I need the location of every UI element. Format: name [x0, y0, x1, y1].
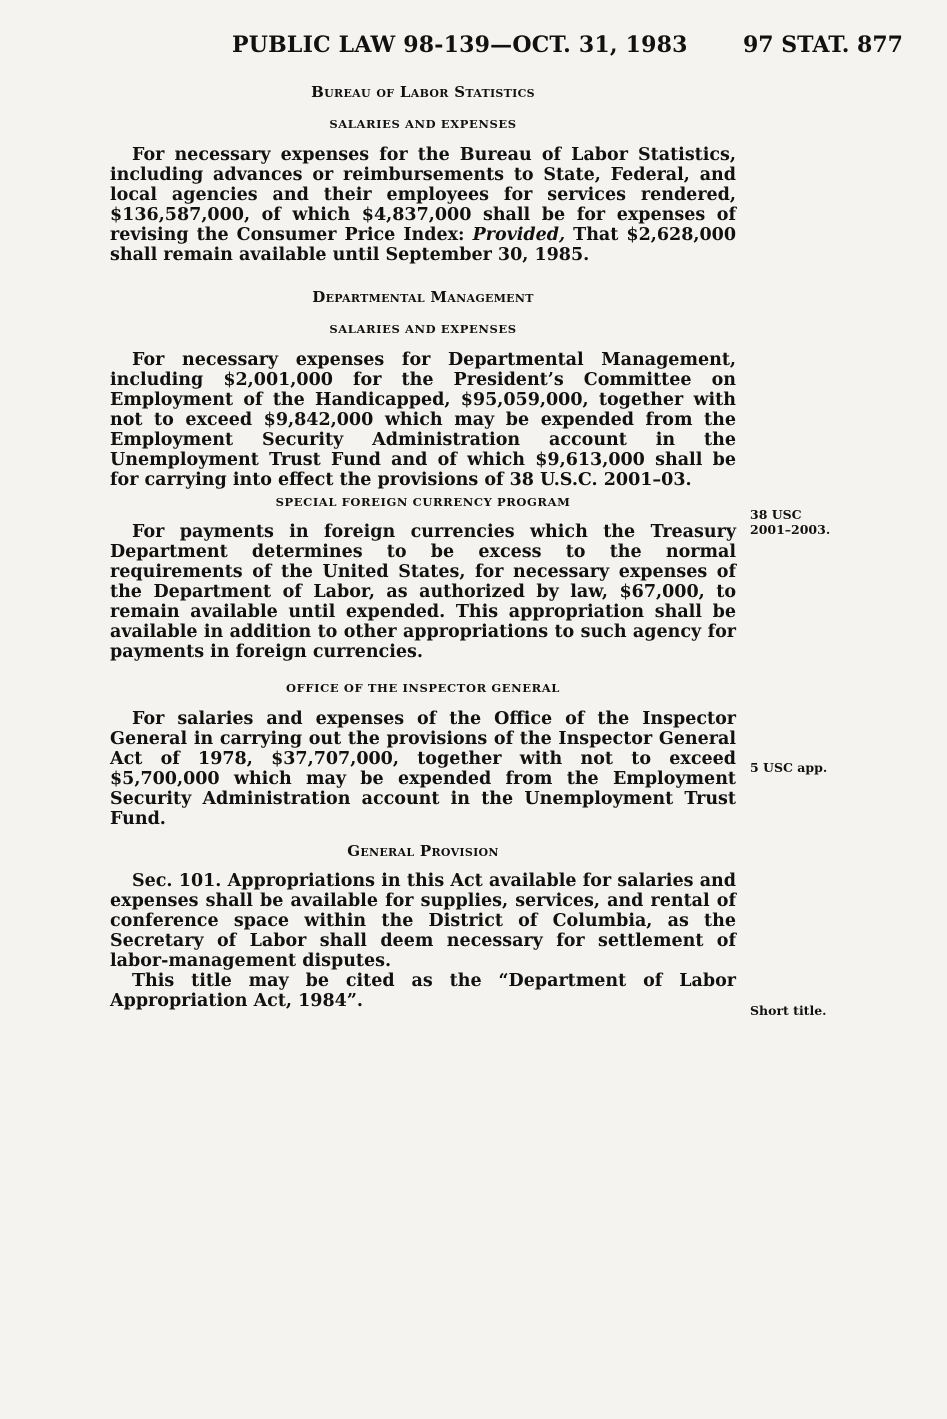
dm-heading: Departmental Management — [312, 288, 534, 306]
bls-subheading: SALARIES AND EXPENSES — [329, 117, 517, 131]
statute-page-number: 97 STAT. 877 — [743, 32, 903, 58]
short-title-paragraph: This title may be cited as the “Department of Labor Appropriation Act, 1984”. — [110, 971, 736, 1011]
margin-note-short-title: Short title. — [750, 1003, 827, 1018]
oig-heading: OFFICE OF THE INSPECTOR GENERAL — [286, 681, 560, 695]
bls-heading: Bureau of Labor Statistics — [311, 83, 535, 101]
gp-paragraph: Sec. 101. Appropriations in this Act available for salaries and expenses shall be available for supplies, services, and rental of conference space within the District of Columbia, as the Secretary of Labor shall deem necessary for settlement of labor-management disputes. — [110, 871, 736, 971]
gp-heading: General Provision — [347, 842, 499, 860]
dm-subheading: SALARIES AND EXPENSES — [329, 322, 517, 336]
margin-note-38-usc: 38 USC 2001–2003. — [750, 507, 831, 537]
dm-paragraph: For necessary expenses for Departmental Management, including $2,001,000 for the President’s Committee on Employment of the Handicapped, $95,059,000, together with not to exceed $9,842,000 which may be expended from the Employment Security Administration account in the Unemployment Trust Fund and of which $9,613,000 shall be for carrying into effect the provisions of 38 U.S.C. 2001–03. — [110, 350, 736, 490]
page-header — [0, 32, 947, 62]
oig-paragraph: For salaries and expenses of the Office of the Inspector General in carrying out the provisions of the Inspector General Act of 1978, $37,707,000, together with not to exceed $5,700,000 which may be expended from the Employment Security Administration account in the Unemployment Trust Fund. — [110, 709, 736, 829]
page-title: PUBLIC LAW 98-139—OCT. 31, 1983 — [232, 32, 688, 58]
sfcp-heading: SPECIAL FOREIGN CURRENCY PROGRAM — [275, 495, 571, 509]
document-body — [110, 82, 736, 1011]
margin-note-5-usc: 5 USC app. — [750, 760, 828, 775]
bls-paragraph: For necessary expenses for the Bureau of Labor Statistics, including advances or reimbursements to State, Federal, and local agencies and their employees for services rendered, $136,587,000, of which $4,837,000 shall be for expenses of revising the Consumer Price Index: Provided, That $2,628,000 shall remain available until September 30, 1985. — [110, 145, 736, 265]
sfcp-paragraph: For payments in foreign currencies which the Treasury Department determines to be excess to the normal requirements of the United States, for necessary expenses of the Department of Labor, as authorized by law, $67,000, to remain available until expended. This appropriation shall be available in addition to other appropriations to such agency for payments in foreign currencies. — [110, 522, 736, 662]
